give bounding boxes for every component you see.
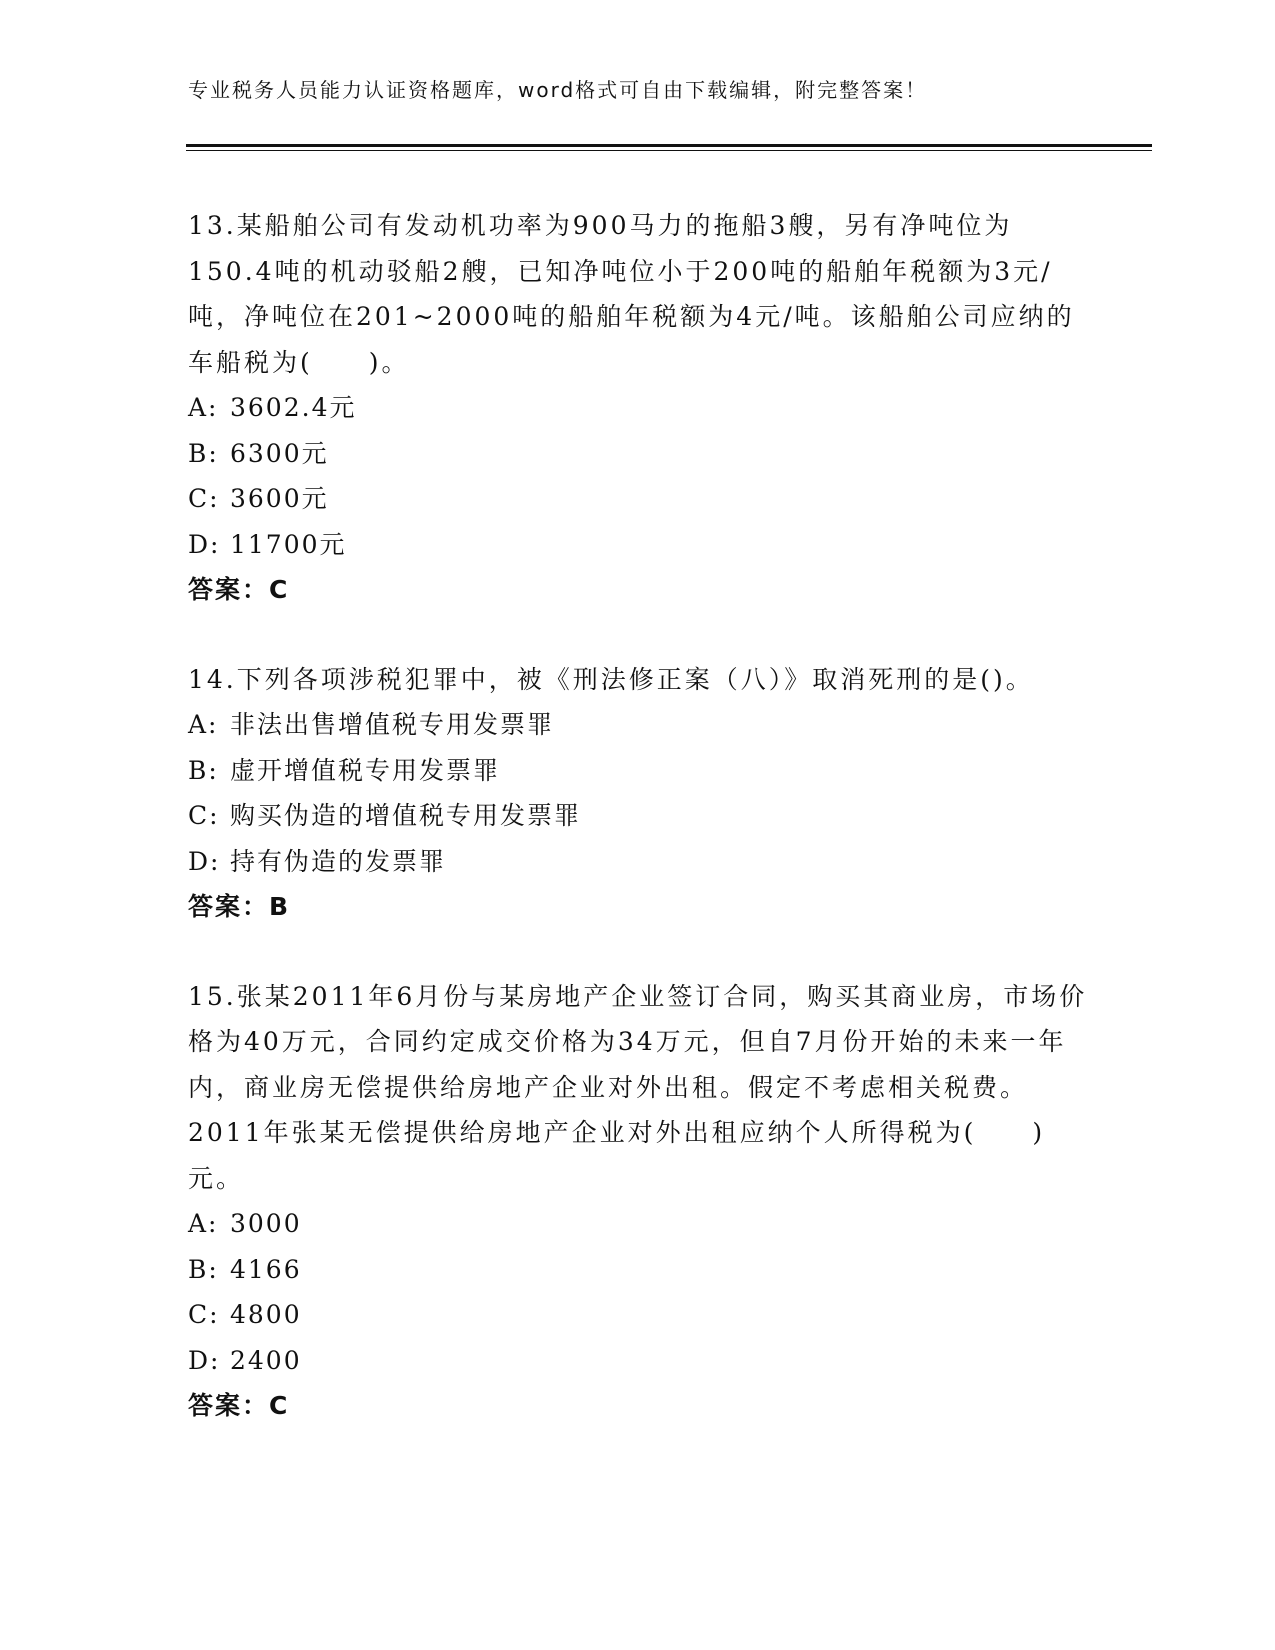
option-text: 3602.4元: [230, 393, 357, 422]
answer: 答案：C: [188, 1391, 290, 1420]
option-label: B:: [188, 438, 219, 468]
option-d: [188, 839, 1088, 885]
option-c: [188, 476, 1088, 522]
option-label: A:: [188, 1209, 219, 1238]
option-label: C:: [188, 801, 220, 830]
option-label: B:: [188, 755, 219, 785]
option-text: 持有伪造的发票罪: [230, 846, 447, 876]
option-label: C:: [188, 1300, 220, 1329]
option-c: [188, 1292, 1088, 1338]
option-a: [188, 385, 1088, 431]
question-text: 13.某船舶公司有发动机功率为900马力的拖船3艘，另有净吨位为150.4吨的机动驳船2艘，已知净吨位小于200吨的船舶年税额为3元/吨，净吨位在201~2000吨的船舶年税额为4元/吨。该船舶公司应纳的车船税为( )。: [188, 211, 1075, 377]
option-label: B:: [188, 1254, 219, 1284]
option-text: 购买伪造的增值税专用发票罪: [230, 801, 582, 830]
question-text: 14.下列各项涉税犯罪中，被《刑法修正案（八）》取消死刑的是()。: [188, 664, 1034, 694]
option-d: [188, 1338, 1088, 1384]
question-15: [188, 974, 1088, 1429]
question-text: 15.张某2011年6月份与某房地产企业签订合同，购买其商业房，市场价格为40万元，合同约定成交价格为34万元，但自7月份开始的未来一年内，商业房无偿提供给房地产企业对外出租。假定不考虑相关税费。2011年张某无偿提供给房地产企业对外出租应纳个人所得税为( )元。: [188, 981, 1088, 1193]
option-label: D:: [188, 1345, 221, 1375]
option-text: 3600元: [230, 484, 329, 513]
question-13: [188, 203, 1088, 613]
page-header: 专业税务人员能力认证资格题库，word格式可自由下载编辑，附完整答案！: [188, 78, 928, 102]
option-c: [188, 793, 1088, 839]
option-text: 4166: [230, 1254, 302, 1284]
option-b: [188, 748, 1088, 794]
header-rule: [186, 144, 1152, 147]
option-d: [188, 522, 1088, 568]
answer: 答案：C: [188, 575, 290, 604]
option-b: [188, 1247, 1088, 1293]
option-text: 非法出售增值税专用发票罪: [230, 710, 555, 739]
option-text: 2400: [230, 1345, 302, 1375]
question-14: [188, 657, 1088, 930]
option-label: A:: [188, 393, 219, 422]
option-text: 虚开增值税专用发票罪: [230, 755, 501, 785]
answer: 答案：B: [188, 892, 291, 921]
option-label: D:: [188, 846, 221, 876]
option-a: [188, 702, 1088, 748]
option-a: [188, 1201, 1088, 1247]
option-text: 6300元: [230, 438, 329, 468]
option-text: 11700元: [230, 529, 347, 559]
question-list: [188, 203, 1088, 1473]
option-label: A:: [188, 710, 219, 739]
option-label: C:: [188, 484, 220, 513]
option-text: 3000: [230, 1209, 302, 1238]
option-label: D:: [188, 529, 221, 559]
option-b: [188, 431, 1088, 477]
option-text: 4800: [230, 1300, 302, 1329]
